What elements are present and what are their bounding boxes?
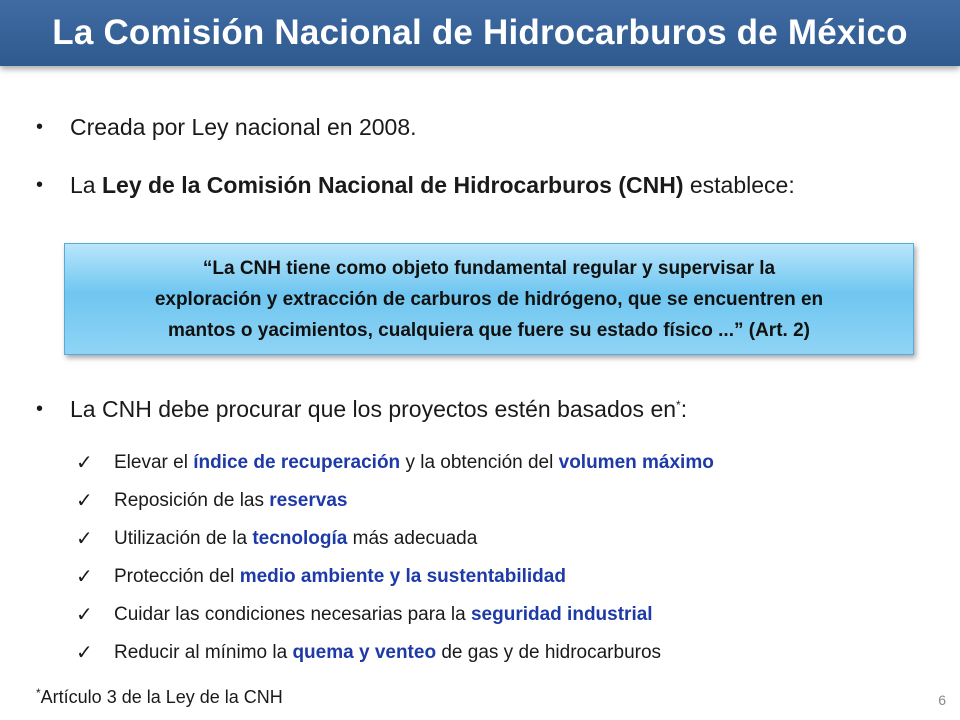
quote-text: [74, 253, 904, 346]
bullet-dot-icon: •: [36, 116, 44, 138]
law-prefix: La: [70, 172, 102, 198]
checkmark-icon: ✓: [76, 642, 93, 664]
footnote-marker: *: [36, 686, 41, 700]
list-item-text: Reducir al mínimo la quema y venteo de gas y de hidrocarburos: [114, 642, 662, 663]
footnote-marker: *: [676, 398, 681, 412]
projects-text: La CNH debe procurar que los proyectos estén basados en: [70, 396, 677, 422]
page-number: 6: [938, 692, 946, 708]
list-item-text: Cuidar las condiciones necesarias para la seguridad industrial: [114, 604, 653, 625]
title-bar: [0, 0, 960, 66]
quote-box: [64, 243, 914, 355]
checkmark-icon: ✓: [76, 604, 93, 626]
quote-line-3: mantos o yacimientos, cualquiera que fuere su estado físico ...” (Art. 2): [168, 319, 810, 341]
law-name: Ley de la Comisión Nacional de Hidrocarburos (CNH): [101, 172, 684, 198]
bullet-dot-icon: •: [36, 398, 44, 420]
projects-colon: :: [680, 396, 688, 422]
list-item-text: Reposición de las reservas: [114, 490, 348, 511]
list-item-text: Elevar el índice de recuperación y la obtención del volumen máximo: [114, 452, 714, 473]
checkmark-icon: ✓: [76, 452, 93, 474]
list-item-text: Utilización de la tecnología más adecuada: [114, 528, 478, 549]
bullet-text: [70, 392, 890, 426]
bullet-text: [70, 168, 890, 202]
slide-title: La Comisión Nacional de Hidrocarburos de México: [52, 13, 908, 52]
footnote-text: Artículo 3 de la Ley de la CNH: [40, 687, 283, 707]
checkmark-icon: ✓: [76, 528, 93, 550]
checkmark-icon: ✓: [76, 566, 93, 588]
bullet-text: Creada por Ley nacional en 2008.: [70, 114, 417, 140]
list-item-text: Protección del medio ambiente y la sustentabilidad: [114, 566, 566, 587]
quote-line-1: “La CNH tiene como objeto fundamental regular y supervisar la: [202, 257, 776, 279]
quote-line-2: exploración y extracción de carburos de hidrógeno, que se encuentren en: [154, 288, 824, 310]
footnote: [36, 684, 283, 710]
law-suffix: establece:: [683, 172, 795, 198]
bullet-dot-icon: •: [36, 174, 44, 196]
checkmark-icon: ✓: [76, 490, 93, 512]
